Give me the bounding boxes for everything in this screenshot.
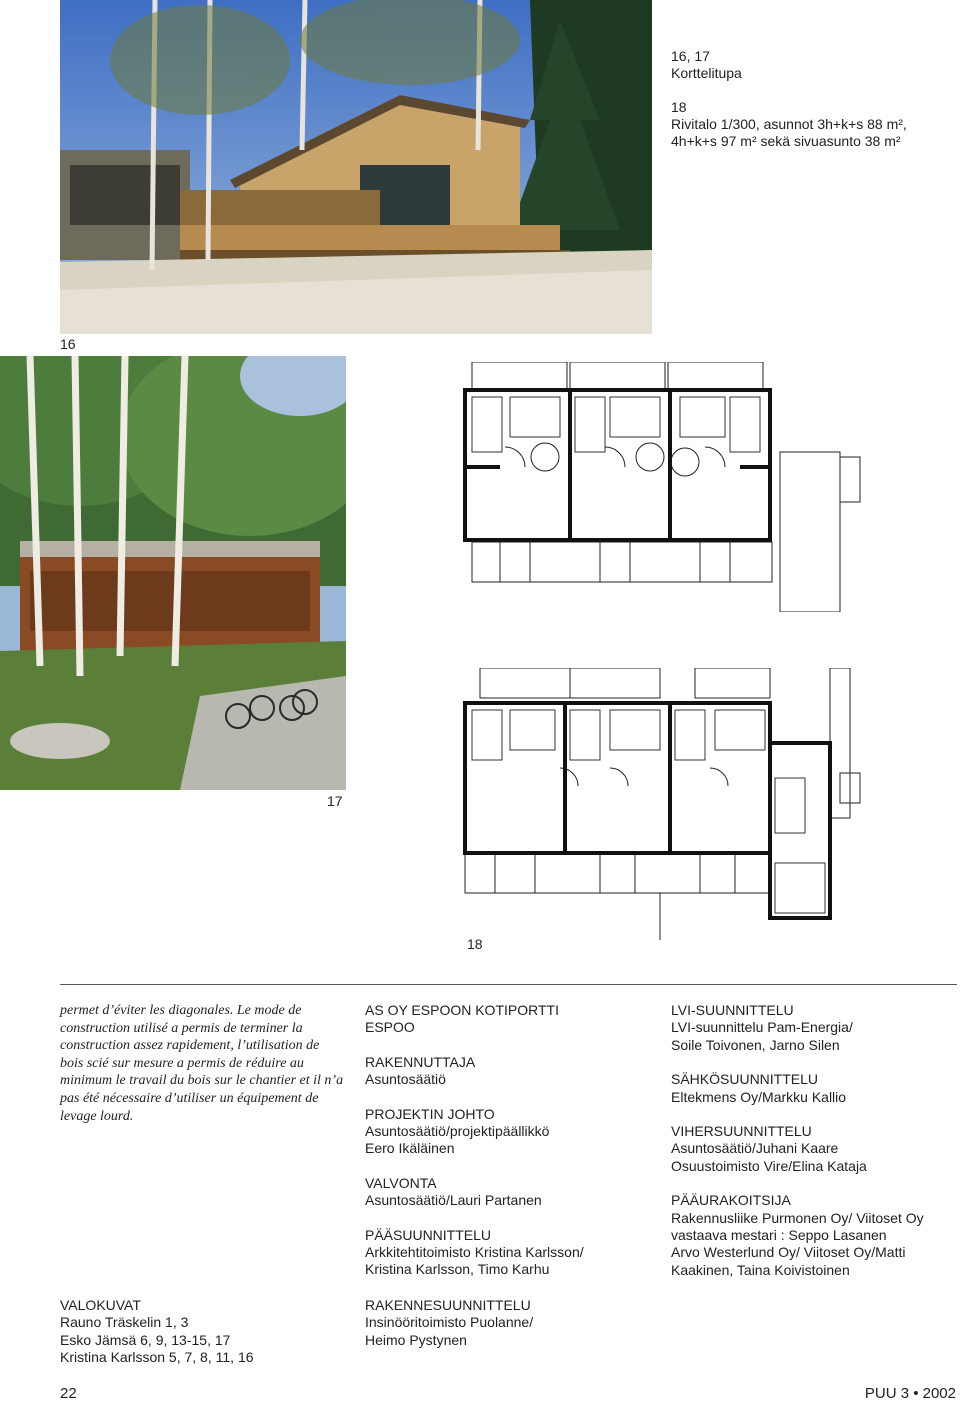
french-body-text: permet d’éviter les diagonales. Le mode de construction utilisé a permis de terminer la construction assez rapidement, l’utilisation de bois scié sur mesure a permis de réduire au minimum le travail du bois sur le chantier et il n’a pas été nécessaire d’utiliser un équipement de levage lourd. xyxy=(60,1003,344,1124)
credit-projektin-johto xyxy=(365,1106,584,1158)
floor-plan-upper xyxy=(460,362,865,612)
credit-paasuunnittelu xyxy=(365,1227,584,1279)
credit-line: ESPOO xyxy=(365,1019,415,1036)
credit-line: Soile Toivonen, Jarno Silen xyxy=(671,1036,840,1053)
credit-heading: PÄÄURAKOITSIJA xyxy=(671,1192,791,1209)
credit-line: Eero Ikäläinen xyxy=(365,1140,455,1157)
side-caption xyxy=(671,48,951,167)
photo-17-birch-yard xyxy=(0,356,346,790)
floor-plan-lower xyxy=(460,668,865,940)
credit-heading: RAKENNUTTAJA xyxy=(365,1053,476,1070)
credit-line: Asuntosäätiö/Juhani Kaare xyxy=(671,1140,839,1157)
project-credits-middle xyxy=(365,1002,584,1296)
figure-number-17: 17 xyxy=(327,793,343,809)
section-divider xyxy=(60,984,957,985)
credit-line: Eltekmens Oy/Markku Kallio xyxy=(671,1088,847,1105)
credit-rakennuttaja xyxy=(365,1054,584,1089)
credit-line: Osuustoimisto Vire/Elina Kataja xyxy=(671,1157,867,1174)
credit-line: Arvo Westerlund Oy/ Viitoset Oy/Matti xyxy=(671,1244,906,1261)
figure-number-18: 18 xyxy=(467,936,483,952)
credit-heading: AS OY ESPOON KOTIPORTTI xyxy=(365,1002,559,1018)
caption-figure-18: 18 xyxy=(671,99,687,115)
credit-line: Asuntosäätiö/Lauri Partanen xyxy=(365,1192,542,1209)
credit-valvonta xyxy=(365,1175,584,1210)
photo-16-korttelitupa xyxy=(60,0,652,334)
credit-lvi xyxy=(671,1002,924,1054)
project-credits-right xyxy=(671,1002,924,1296)
credit-heading: LVI-SUUNNITTELU xyxy=(671,1002,794,1018)
credit-heading: VIHERSUUNNITTELU xyxy=(671,1123,812,1140)
credit-line: Insinööritoimisto Puolanne/ xyxy=(365,1314,534,1331)
credit-rakennesuunnittelu xyxy=(365,1297,533,1366)
caption-korttelitupa: Korttelitupa xyxy=(671,65,742,81)
credit-project xyxy=(365,1002,584,1037)
credit-line: Kaakinen, Taina Koivistoinen xyxy=(671,1261,850,1278)
credit-paaurakoitsija xyxy=(671,1192,924,1279)
journal-issue: PUU 3 • 2002 xyxy=(864,1385,956,1402)
credit-line: Arkkitehtitoimisto Kristina Karlsson/ xyxy=(365,1244,584,1261)
credit-line: vastaava mestari : Seppo Lasanen xyxy=(671,1227,887,1244)
credit-viher xyxy=(671,1123,924,1175)
credit-line: LVI-suunnittelu Pam-Energia/ xyxy=(671,1019,853,1036)
photo-credit-line: Rauno Träskelin 1, 3 xyxy=(60,1314,189,1331)
caption-rivitalo: Rivitalo 1/300, asunnot 3h+k+s 88 m², 4h+k+s 97 m² sekä sivuasunto 38 m² xyxy=(671,116,907,149)
figure-number-16: 16 xyxy=(60,336,76,352)
credit-sahko xyxy=(671,1071,924,1106)
credit-line: Rakennusliike Purmonen Oy/ Viitoset Oy xyxy=(671,1209,924,1226)
photo-credits xyxy=(60,1297,254,1384)
credit-line: Kristina Karlsson, Timo Karhu xyxy=(365,1261,550,1278)
credit-line: Asuntosäätiö/projektipäällikkö xyxy=(365,1123,550,1140)
credit-line: Heimo Pystynen xyxy=(365,1331,467,1348)
credit-heading: VALVONTA xyxy=(365,1174,437,1191)
photo-credit-line: Esko Jämsä 6, 9, 13-15, 17 xyxy=(60,1331,231,1348)
credit-heading: PÄÄSUUNNITTELU xyxy=(365,1226,492,1243)
credit-heading: SÄHKÖSUUNNITTELU xyxy=(671,1071,819,1088)
credit-line: Asuntosäätiö xyxy=(365,1071,446,1088)
credit-heading: RAKENNESUUNNITTELU xyxy=(365,1297,531,1313)
caption-figures-16-17: 16, 17 xyxy=(671,48,710,64)
credit-heading: PROJEKTIN JOHTO xyxy=(365,1105,495,1122)
photo-credit-line: Kristina Karlsson 5, 7, 8, 11, 16 xyxy=(60,1349,254,1366)
page-number: 22 xyxy=(60,1385,77,1402)
photo-credits-heading: VALOKUVAT xyxy=(60,1297,141,1313)
